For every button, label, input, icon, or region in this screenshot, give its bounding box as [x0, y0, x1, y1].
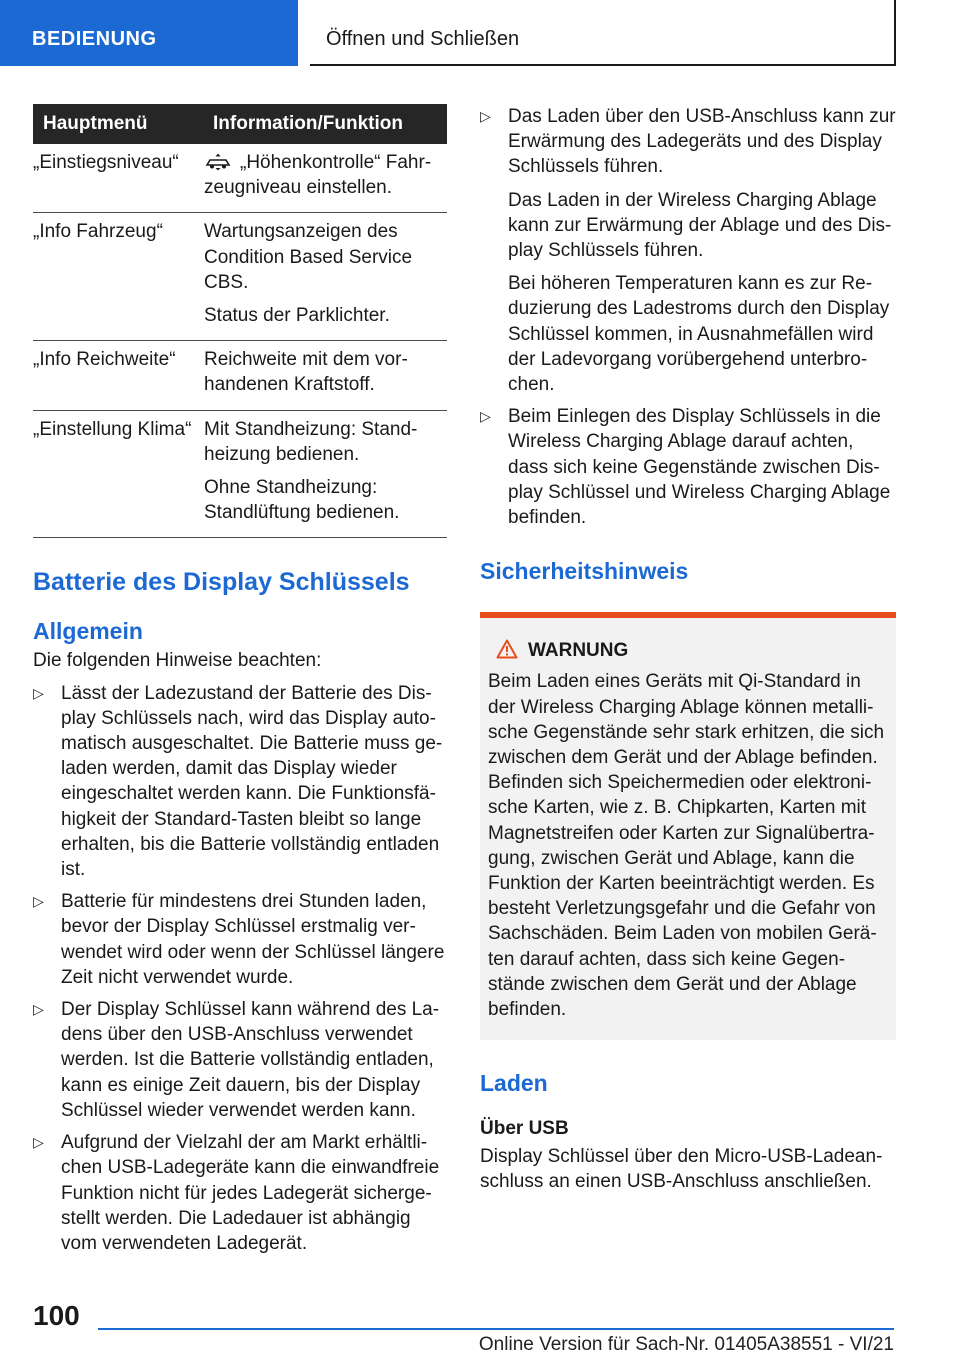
table-row [33, 144, 447, 213]
page-number: 100 [33, 1300, 80, 1331]
table-cell-info [204, 410, 447, 538]
vehicle-height-icon [204, 153, 232, 171]
table-cell-menu: „Einstiegsniveau“ [33, 144, 204, 213]
warning-heading [488, 638, 888, 663]
table-cell-menu: „Info Fahrzeug“ [33, 213, 204, 341]
table-cell-info [204, 341, 447, 410]
chapter-title: Öffnen und Schließen [326, 28, 520, 50]
usb-text: Display Schlüssel über den Micro-USB-Ladeanschluss an einen USB-Anschluss anschließen. [480, 1145, 883, 1192]
main-menu-table [33, 104, 447, 538]
table-row [33, 410, 447, 538]
chapter-header [310, 0, 896, 66]
table-header-row [33, 104, 447, 144]
footer-version: Online Version für Sach-Nr. 01405A38551 - VI/21 [478, 1334, 894, 1355]
section-label: BEDIENUNG [32, 28, 157, 50]
general-subtitle: Allgemein [33, 618, 143, 645]
list-item: ▷ Lässt der Ladezustand der Batterie des Display Schlüssels nach, wird das Display automatisch ausgeschaltet. Die Batterie muss geladen werden, damit das Display wieder eingeschaltet werden kann. Die Funktionsfähigkeit der Standard-Tasten bleibt so lange erhalten, bis die Batterie vollständig entladen ist. [33, 681, 447, 883]
warning-label: WARNUNG [528, 640, 629, 662]
list-paragraph: Bei höheren Temperaturen kann es zur Reduzierung des Ladestroms durch den Display Schlüssel kommen, in Ausnahmefällen wird der Ladevorgang vorübergehend unterbrochen. [508, 273, 890, 396]
intro-text: Die folgenden Hinweise beachten: [33, 650, 322, 672]
battery-hints-list [33, 681, 447, 1256]
safety-title: Sicherheitshinweis [480, 558, 689, 585]
warning-box [480, 612, 896, 1040]
list-item [480, 104, 896, 397]
info-paragraph: Mit Standheizung: Standheizung bedienen. [204, 418, 418, 465]
table-cell-menu: „Einstellung Klima“ [33, 410, 204, 538]
battery-section-title: Batterie des Display Schlüssels [33, 568, 410, 597]
usb-subtitle: Über USB [480, 1118, 569, 1140]
table-row [33, 213, 447, 341]
charging-hints-list [480, 104, 896, 530]
info-paragraph: Status der Parklichter. [204, 305, 390, 327]
section-tab [0, 0, 298, 66]
list-item [480, 404, 896, 530]
table-cell-info [204, 144, 447, 213]
table-header-info: Information/Funktion [204, 104, 447, 144]
list-paragraph: ▷ Das Laden über den USB-Anschluss kann zur Erwärmung des Ladegeräts und des Display Schlüssels führen. [508, 106, 896, 178]
charging-title: Laden [480, 1070, 548, 1097]
warning-text: Beim Laden eines Geräts mit Qi-Standard in der Wireless Charging Ablage können metallische Gegenstände sehr stark erhitzen, die sich zwischen dem Gerät und der Ablage befinden. Befinden sich Speichermedien oder elektronische Karten, wie z. B. Chipkarten, Karten mit Magnetstreifen oder Karten zur Signalübertragung, zwischen Gerät und Ablage, kann die Funktion der Karten beeinträchtigt werden. Es besteht Verletzungsgefahr und die Gefahr von Sachschäden. Beim Laden von mobilen Geräten darauf achten, dass sich keine Gegenstände zwischen dem Gerät und der Ablage befinden. [488, 671, 885, 1021]
info-paragraph: Wartungsanzeigen des Condition Based Service CBS. [204, 221, 413, 293]
warning-triangle-icon [496, 639, 518, 659]
info-paragraph: Ohne Standheizung: Standlüftung bedienen. [204, 477, 400, 524]
list-item: ▷ Aufgrund der Vielzahl der am Markt erhältlichen USB-Ladegeräte kann die einwandfreie Funktion nicht für jedes Ladegerät sichergestellt werden. Die Ladedauer ist abhängig vom verwendeten Ladegerät. [33, 1130, 447, 1256]
footer-divider [98, 1328, 894, 1330]
list-item: ▷ Batterie für mindestens drei Stunden laden, bevor der Display Schlüssel erstmalig verwendet wird oder wenn der Schlüssel längere Zeit nicht verwendet wurde. [33, 889, 447, 990]
info-paragraph: Reichweite mit dem vorhandenen Kraftstoff. [204, 349, 408, 396]
info-paragraph: „Höhenkontrolle“ Fahrzeugniveau einstellen. [204, 152, 432, 199]
table-row [33, 341, 447, 410]
right-column [480, 104, 896, 1194]
list-item: ▷ Der Display Schlüssel kann während des Ladens über den USB-Anschluss verwendet werden. Ist die Batterie vollständig entladen, kann es einige Zeit dauern, bis der Display Schlüssel wieder verwendet werden kann. [33, 997, 447, 1123]
list-paragraph: Das Laden in der Wireless Charging Ablage kann zur Erwärmung der Ablage und des Display Schlüssels führen. [508, 189, 892, 262]
table-cell-info [204, 213, 447, 341]
list-paragraph: ▷ Beim Einlegen des Display Schlüssels in die Wireless Charging Ablage darauf achten, dass sich keine Gegenstände zwischen Display Schlüssel und Wireless Charging Ablage befinden. [508, 406, 891, 529]
table-cell-menu: „Info Reichweite“ [33, 341, 204, 410]
table-header-menu: Hauptmenü [33, 104, 204, 144]
left-column [33, 104, 447, 1256]
